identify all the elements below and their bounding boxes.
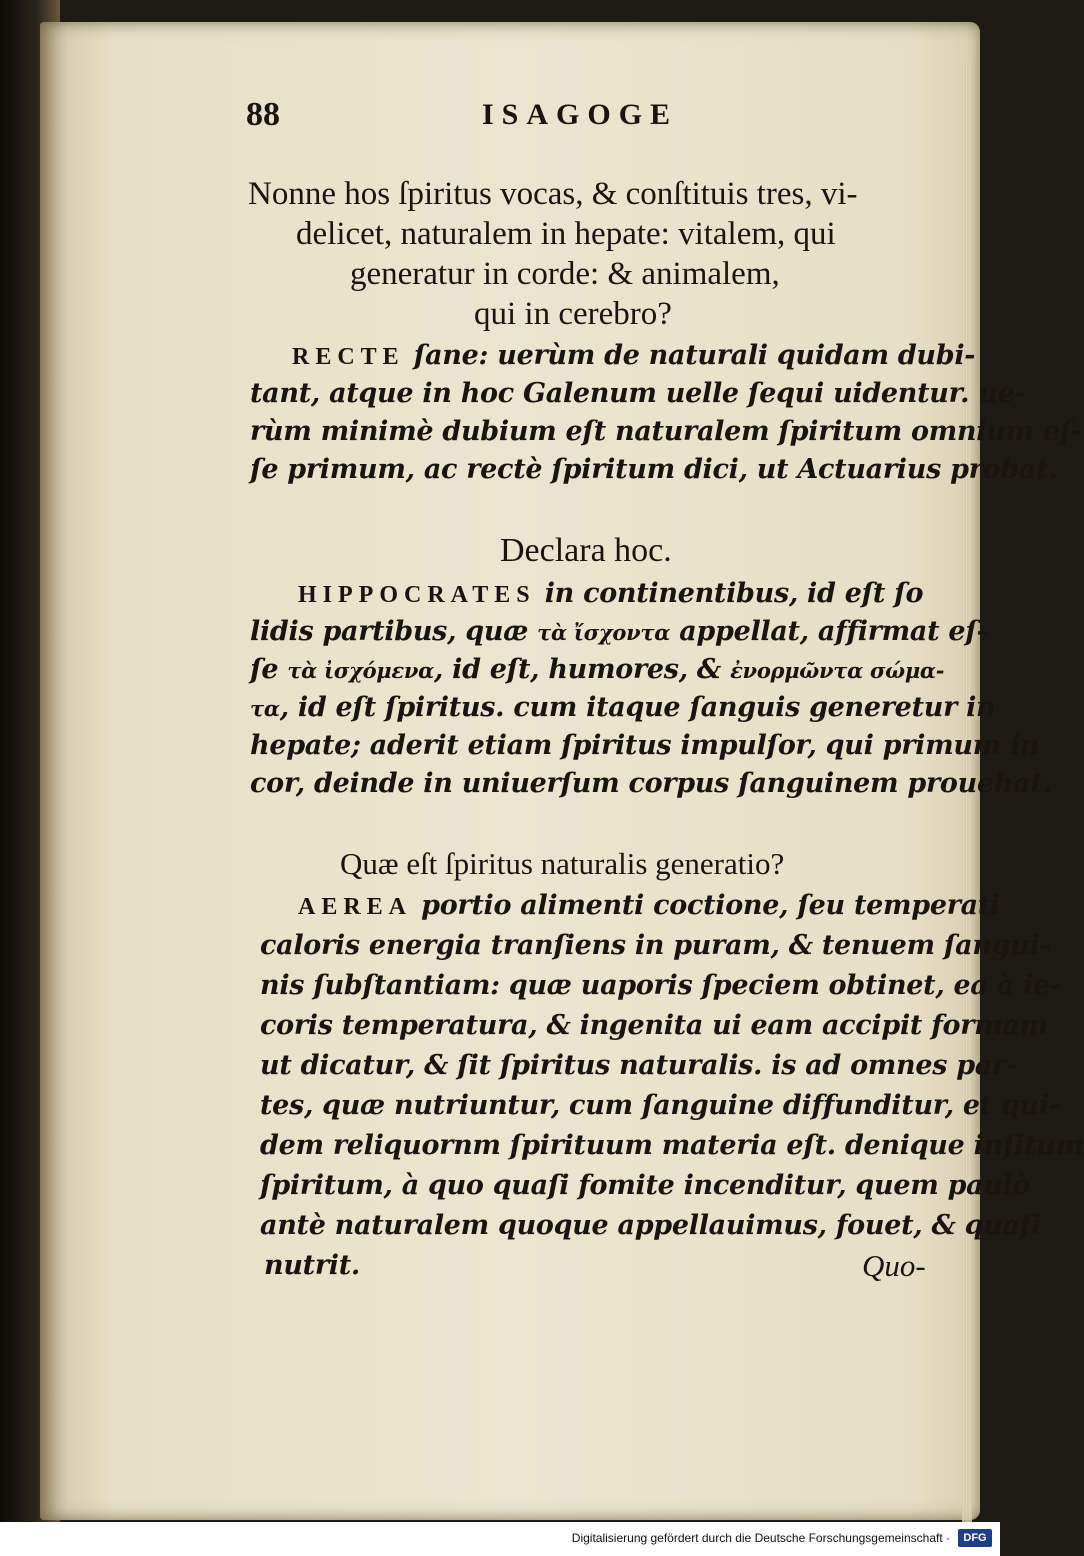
catchword: Quo- [862, 1248, 926, 1283]
answer-2-line-5: hepate; aderit etiam ſpiritus impulſor, qui primum in [250, 730, 1040, 761]
funding-credit: Digitalisierung gefördert durch die Deutsche Forschungsgemeinschaft · [571, 1531, 950, 1545]
question-2: Declara hoc. [500, 532, 672, 569]
answer-3-line-4: coris temperatura, & ingenita ui eam accipit formam [260, 1010, 1048, 1041]
answer-3-line-2: caloris energia tranſiens in puram, & tenuem ſangui- [260, 930, 1051, 961]
answer-2-lead: HIPPOCRATES [298, 582, 536, 608]
answer-2-line-3-b: , id eſt, humores, & [433, 654, 721, 685]
question-1-line-3: generatur in corde: & animalem, [350, 256, 780, 292]
answer-3-line-8: ſpiritum, à quo quaſi fomite incenditur, quem paulò [260, 1170, 1031, 1201]
answer-1-line-1 [292, 340, 975, 371]
dfg-logo: DFG [958, 1529, 992, 1547]
answer-3-line-7: dem reliquornm ſpirituum materia eſt. denique inſitum [260, 1130, 1084, 1161]
page-number: 88 [246, 96, 280, 133]
question-1-line-4: qui in cerebro? [474, 296, 672, 332]
answer-2-line-1 [298, 578, 923, 609]
digitization-footer [0, 1522, 1000, 1556]
answer-1-line-1-text: ſane: uerùm de naturali quidam dubi- [413, 340, 976, 371]
answer-2-line-6: cor, deinde in uniuerſum corpus ſanguinem prouehat. [250, 768, 1052, 799]
answer-1-line-2: tant, atque in hoc Galenum uelle ſequi uidentur. ue- [250, 378, 1026, 409]
answer-3-line-3: nis ſubſtantiam: quæ uaporis ſpeciem obtinet, ea à ie- [260, 970, 1061, 1001]
answer-1-lead: RECTE [292, 344, 405, 370]
answer-2-line-1-text: in continentibus, id eſt ſo [544, 578, 924, 609]
answer-3-lead: AEREA [298, 894, 413, 920]
greek-phrase-1: τὰ ἴσχοντα [537, 620, 671, 645]
answer-2-line-2 [250, 616, 987, 647]
answer-3-line-9: antè naturalem quoque appellauimus, fouet, & quaſi [260, 1210, 1042, 1241]
running-title: ISAGOGE [482, 98, 679, 131]
answer-2-line-2-b: appellat, affirmat eſ- [679, 616, 988, 647]
greek-phrase-3: ἐνορμῶντα σώμα- [730, 658, 945, 683]
answer-3-line-1-text: portio alimenti coctione, ſeu temperati [421, 890, 1000, 921]
question-1-line-2: delicet, naturalem in hepate: vitalem, qui [296, 216, 836, 252]
answer-3-line-1 [298, 890, 1000, 921]
answer-2-line-2-a: lidis partibus, quæ [250, 616, 529, 647]
answer-2-line-3 [250, 654, 944, 685]
answer-2-line-4 [250, 692, 995, 723]
answer-1-line-3: rùm minimè dubium eſt naturalem ſpiritum omnium eſ- [250, 416, 1083, 447]
answer-2-line-3-a: ſe [250, 654, 279, 685]
answer-3-line-5: ut dicatur, & ſit ſpiritus naturalis. is ad omnes par- [260, 1050, 1017, 1081]
question-1-line-1: Nonne hos ſpiritus vocas, & conſtituis tres, vi- [248, 176, 858, 212]
question-3: Quæ eſt ſpiritus naturalis generatio? [340, 846, 785, 881]
greek-phrase-4: τα [250, 696, 280, 721]
answer-3-last-line: nutrit. [264, 1250, 360, 1281]
answer-2-line-4-text: , id eſt ſpiritus. cum itaque ſanguis generetur in [279, 692, 996, 723]
answer-3-line-6: tes, quæ nutriuntur, cum ſanguine diffunditur, et qui- [260, 1090, 1060, 1121]
greek-phrase-2: τὰ ἰσχόμενα [287, 658, 434, 683]
answer-1-line-4: ſe primum, ac rectè ſpiritum dici, ut Actuarius probat. [250, 454, 1058, 485]
